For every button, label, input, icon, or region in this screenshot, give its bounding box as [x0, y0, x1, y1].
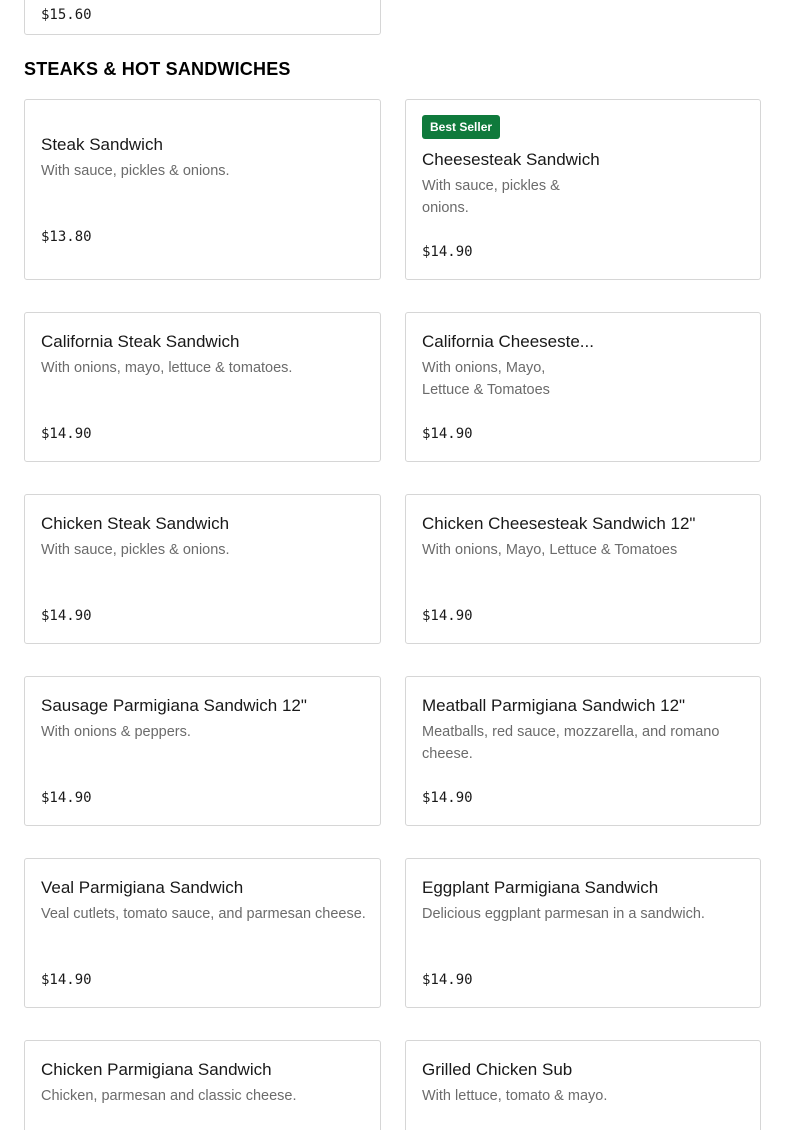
- item-description: With sauce, pickles & onions.: [41, 163, 230, 179]
- item-description: With sauce, pickles & onions.: [41, 542, 230, 558]
- menu-item-card[interactable]: [24, 858, 381, 1008]
- item-description: Meatballs, red sauce, mozzarella, and romano cheese.: [422, 724, 720, 762]
- item-name: California Steak Sandwich: [41, 332, 240, 351]
- item-description: With onions, Mayo, Lettuce & Tomatoes: [422, 542, 678, 558]
- item-name: Grilled Chicken Sub: [422, 1060, 573, 1079]
- section-title: STEAKS & HOT SANDWICHES: [24, 59, 291, 79]
- item-name: California Cheeseste...: [422, 332, 594, 351]
- item-price: $13.80: [41, 229, 92, 245]
- menu-item-card[interactable]: [24, 1040, 381, 1130]
- item-name: Meatball Parmigiana Sandwich 12": [422, 696, 686, 715]
- item-price: $14.90: [41, 790, 92, 806]
- item-description: Veal cutlets, tomato sauce, and parmesan cheese.: [41, 906, 366, 922]
- item-description: With onions, Mayo, Lettuce & Tomatoes: [422, 360, 550, 398]
- menu-item-card[interactable]: [24, 312, 381, 462]
- menu-item-card[interactable]: [405, 494, 761, 644]
- item-price: $14.90: [422, 972, 473, 988]
- item-name: Chicken Parmigiana Sandwich: [41, 1060, 272, 1079]
- best-seller-badge: Best Seller: [422, 115, 500, 139]
- item-name: Chicken Cheesesteak Sandwich 12": [422, 514, 696, 533]
- item-price: $14.90: [422, 790, 473, 806]
- item-price: $14.90: [422, 244, 473, 260]
- item-price: $14.90: [41, 426, 92, 442]
- menu-item-card[interactable]: [24, 99, 381, 280]
- item-description: With onions, mayo, lettuce & tomatoes.: [41, 360, 293, 376]
- item-name: Chicken Steak Sandwich: [41, 514, 230, 533]
- menu-item-card[interactable]: [405, 1040, 761, 1130]
- menu-item-card[interactable]: [24, 676, 381, 826]
- item-name: Veal Parmigiana Sandwich: [41, 878, 244, 897]
- item-name: Eggplant Parmigiana Sandwich: [422, 878, 659, 897]
- item-description: With lettuce, tomato & mayo.: [422, 1088, 608, 1104]
- item-name: Steak Sandwich: [41, 135, 163, 154]
- menu-item-card[interactable]: [405, 676, 761, 826]
- menu-item-card[interactable]: [405, 858, 761, 1008]
- item-description: Delicious eggplant parmesan in a sandwich.: [422, 906, 705, 922]
- item-price: $14.90: [41, 608, 92, 624]
- item-price: $14.90: [422, 608, 473, 624]
- menu-item-card[interactable]: [405, 99, 761, 280]
- item-name: Sausage Parmigiana Sandwich 12": [41, 696, 307, 715]
- item-description: With sauce, pickles & onions.: [422, 178, 560, 216]
- menu-item-card[interactable]: [405, 312, 761, 462]
- menu-item-card[interactable]: [24, 0, 381, 35]
- item-name: Cheesesteak Sandwich: [422, 150, 600, 169]
- item-description: With onions & peppers.: [41, 724, 191, 740]
- item-price: $14.90: [422, 426, 473, 442]
- item-description: Chicken, parmesan and classic cheese.: [41, 1088, 297, 1104]
- item-price: $15.60: [41, 7, 92, 23]
- item-price: $14.90: [41, 972, 92, 988]
- menu-item-card[interactable]: [24, 494, 381, 644]
